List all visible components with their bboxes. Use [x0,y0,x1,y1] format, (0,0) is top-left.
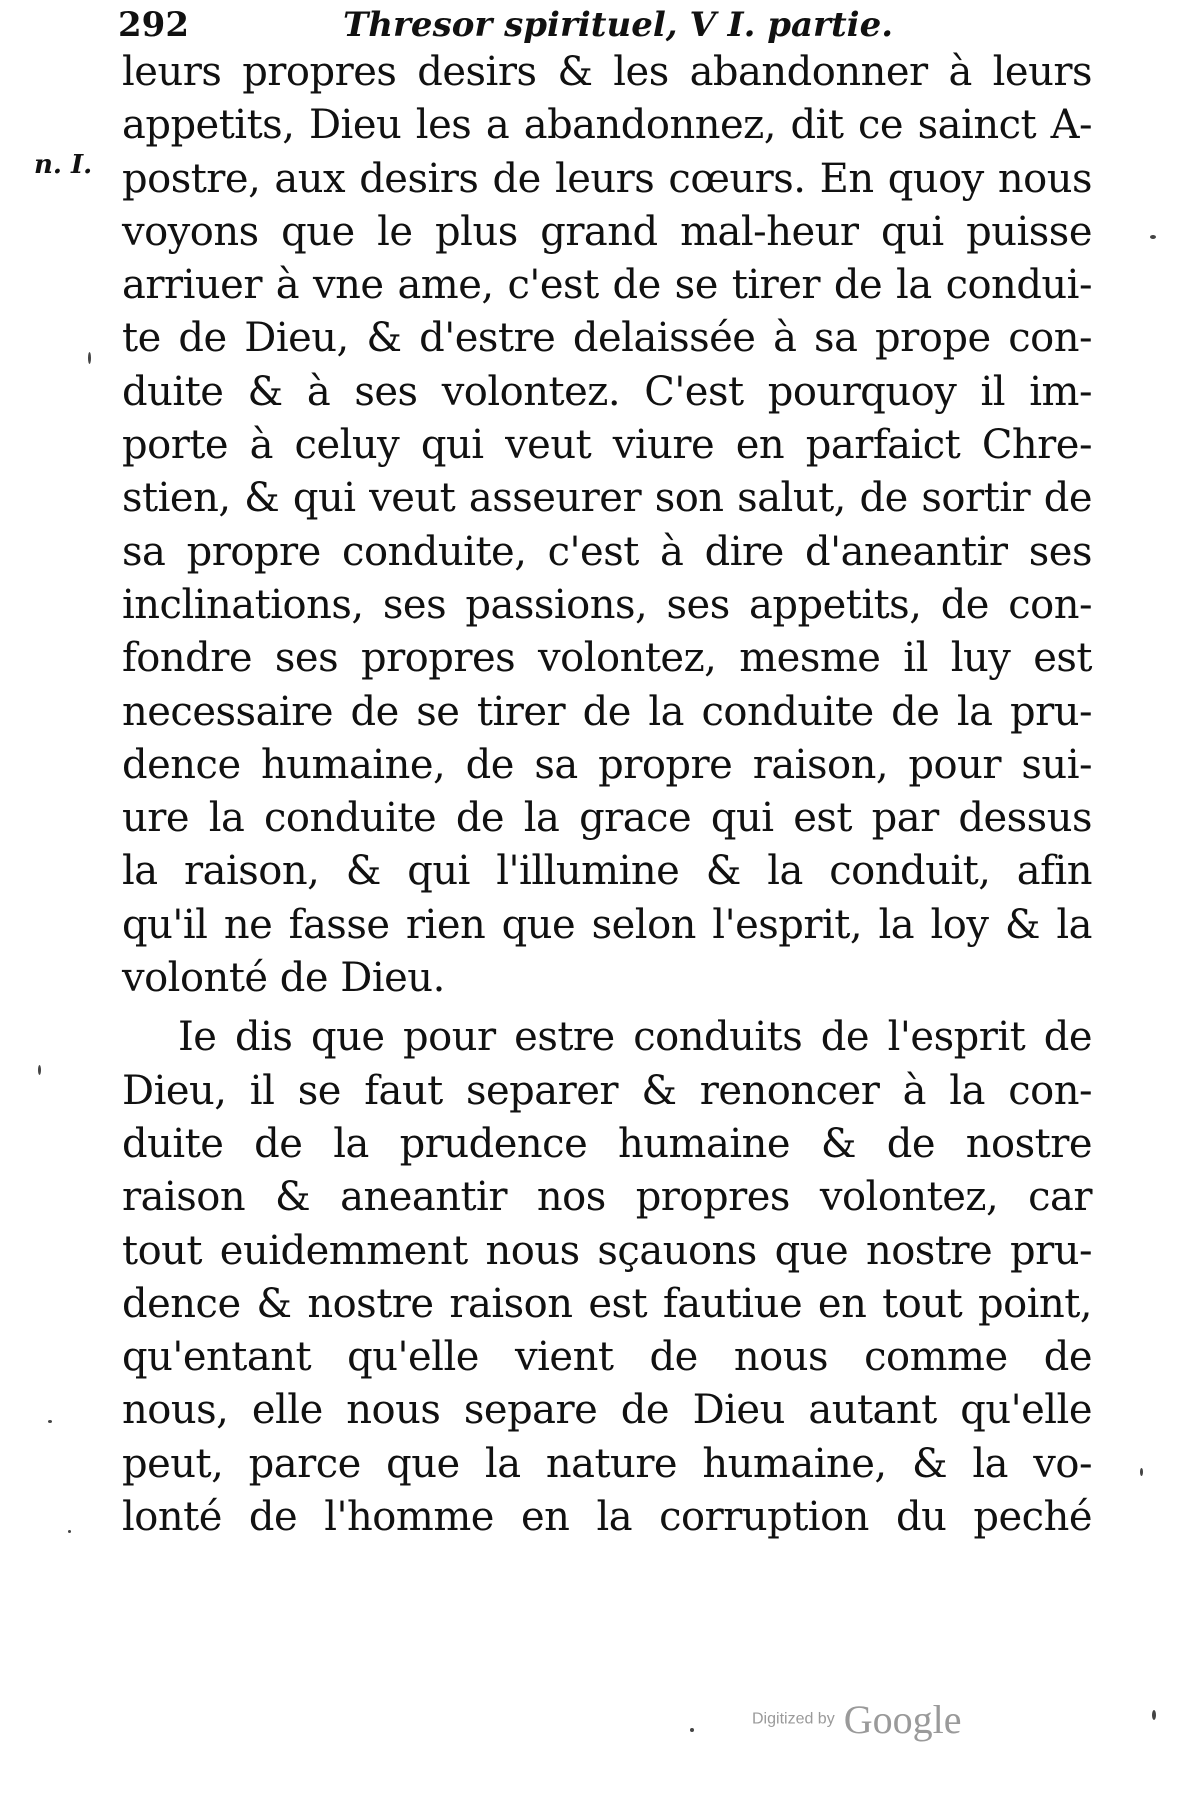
text-line: duite & à ses volontez. C'est pourquoy il im- [122,368,1092,415]
text-line: duite de la prudence humaine & de nostre [122,1120,1092,1167]
digitized-label: Digitized by [752,1710,835,1728]
text-line: te de Dieu, & d'estre delaissée à sa prope con- [122,315,1092,362]
text-line: inclinations, ses passions, ses appetits, de con- [122,581,1092,628]
text-line: raison & aneantir nos propres volontez, car [122,1174,1092,1221]
text-line: Ie dis que pour estre conduits de l'esprit de [178,1014,1092,1061]
page-number: 292 [118,5,189,45]
running-title: Thresor spirituel, V I. partie. [343,5,894,45]
scan-speck [38,1065,41,1075]
text-line: porte à celuy qui veut viure en parfaict Chre- [122,422,1092,469]
text-line: Dieu, il se faut separer & renoncer à la con- [122,1067,1092,1114]
text-line: peut, parce que la nature humaine, & la vo- [122,1440,1092,1487]
scan-speck [1140,1468,1143,1476]
margin-note: n. I. [34,150,93,180]
scan-speck [88,352,91,364]
google-logo: Google [843,1697,962,1742]
running-head [118,2,958,48]
text-line: voyons que le plus grand mal-heur qui puisse [122,208,1092,255]
text-line: fondre ses propres volontez, mesme il luy est [122,635,1092,682]
scan-speck [68,1530,71,1533]
text-block [122,46,1092,1544]
text-line: nous, elle nous separe de Dieu autant qu'elle [122,1387,1092,1434]
text-line: arriuer à vne ame, c'est de se tirer de la condui- [122,262,1092,309]
digitized-by-google-watermark [752,1696,962,1744]
text-line: postre, aux desirs de leurs cœurs. En quoy nous [122,155,1092,202]
text-line: tout euidemment nous sçauons que nostre pru- [122,1227,1092,1274]
text-line: dence humaine, de sa propre raison, pour sui- [122,741,1092,788]
text-line: appetits, Dieu les a abandonnez, dit ce sainct A- [122,102,1092,149]
scan-speck [48,1420,52,1423]
text-line: la raison, & qui l'illumine & la conduit, afin [122,848,1092,895]
scan-speck [1150,235,1156,239]
text-line: stien, & qui veut asseurer son salut, de sortir de [122,475,1092,522]
text-line: ure la conduite de la grace qui est par dessus [122,795,1092,842]
text-line: leurs propres desirs & les abandonner à leurs [122,49,1092,95]
text-line: volonté de Dieu. [122,955,445,1002]
text-line: lonté de l'homme en la corruption du peché [122,1494,1092,1541]
text-line: necessaire de se tirer de la conduite de la pru- [122,688,1092,735]
text-line: sa propre conduite, c'est à dire d'aneantir ses [122,528,1092,575]
scan-speck [1152,1710,1156,1720]
text-line: qu'il ne fasse rien que selon l'esprit, la loy & la [122,901,1092,948]
text-line: dence & nostre raison est fautiue en tout point, [122,1280,1092,1327]
scan-speck [690,1728,694,1732]
text-line: qu'entant qu'elle vient de nous comme de [122,1334,1092,1381]
